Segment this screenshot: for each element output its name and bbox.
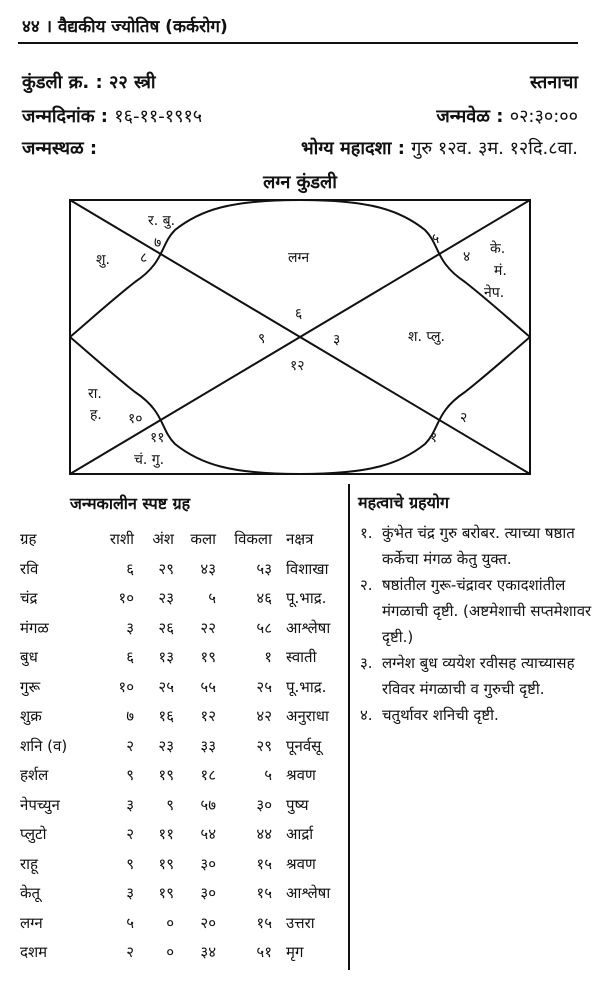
table-row: [16, 554, 366, 584]
table-row: [16, 643, 366, 673]
table-cell: २: [126, 736, 134, 755]
table-cell: ९: [166, 795, 174, 814]
table-cell: ६: [126, 559, 134, 578]
table-cell: १६: [158, 707, 174, 726]
birth-time-value: ०२:३०:००: [509, 106, 578, 127]
table-cell: पू.भाद्र.: [286, 677, 327, 696]
grahayog-number: ३.: [360, 654, 373, 672]
table-cell: पू.भाद्र.: [286, 589, 327, 608]
planet-shani-pluto: श. प्लु.: [408, 329, 445, 345]
planet-chandra-guru: चं. गु.: [134, 452, 165, 468]
table-cell: रवि: [20, 559, 39, 578]
grahayog-text: कुंभेत चंद्र गुरु बरोबर. त्याच्या षष्ठात कर्केचा मंगळ केतु युक्त.: [382, 524, 575, 568]
table-cell: २३: [158, 736, 174, 755]
table-cell: २९: [256, 736, 272, 755]
table-cell: गुरू: [20, 677, 41, 696]
table-cell: ३०: [256, 795, 272, 814]
table-cell: ३४: [200, 943, 216, 962]
birth-date-label: जन्मदिनांक :: [22, 106, 109, 127]
table-cell: ५३: [256, 559, 272, 578]
table-cell: ०: [166, 913, 174, 932]
table-cell: १०: [118, 677, 134, 696]
grahayog-title: महत्वाचे ग्रहयोग: [358, 493, 450, 512]
table-cell: श्रवण: [286, 854, 316, 873]
table-cell: पुष्य: [286, 795, 309, 814]
table-row: [16, 938, 366, 968]
planet-table: [16, 524, 366, 967]
table-cell: ३: [126, 884, 134, 903]
house-number: ८: [140, 250, 148, 266]
table-cell: ७: [126, 707, 134, 726]
mahadasha-label: भोग्य महादशा :: [300, 138, 405, 159]
grahayog-item: [360, 650, 596, 702]
table-cell: २: [126, 825, 134, 844]
col-header: कला: [190, 530, 216, 548]
house-number: १०: [128, 411, 143, 427]
grahayog-number: २.: [360, 576, 373, 594]
house-number: ९: [258, 331, 266, 347]
table-cell: आर्द्रा: [286, 825, 314, 844]
table-cell: ०: [166, 943, 174, 962]
table-cell: ९: [126, 854, 134, 873]
planet-mangal: मं.: [494, 263, 507, 279]
table-cell: दशम: [20, 943, 48, 962]
column-divider: [348, 484, 350, 970]
col-header: विकला: [234, 530, 272, 548]
planet-ravi-budh: र. बु.: [148, 213, 176, 229]
house-number: ५: [432, 231, 440, 247]
table-cell: ५: [264, 766, 272, 785]
table-cell: श्रवण: [286, 766, 316, 785]
table-cell: ५४: [200, 825, 216, 844]
table-cell: केतू: [20, 884, 41, 903]
table-cell: शुक्र: [20, 707, 42, 726]
table-cell: चंद्र: [20, 589, 38, 608]
table-cell: हर्शल: [20, 766, 49, 785]
table-cell: २९: [158, 559, 174, 578]
table-cell: ४६: [256, 589, 272, 608]
table-cell: ४३: [200, 559, 216, 578]
grahayog-number: १.: [360, 524, 373, 542]
disease-type: स्तनाचा: [529, 72, 578, 93]
table-row: [16, 584, 366, 614]
table-cell: राहू: [20, 854, 38, 873]
birth-time-label: जन्मवेळ :: [436, 106, 504, 127]
kundali-number-value: २२ स्त्री: [109, 72, 156, 93]
table-cell: ३: [126, 795, 134, 814]
planet-shukra: शु.: [96, 252, 110, 268]
table-cell: १९: [158, 884, 174, 903]
col-header: अंश: [152, 530, 174, 548]
table-cell: स्वाती: [286, 648, 317, 667]
planet-table-title: जन्मकालीन स्पष्ट ग्रह: [70, 494, 191, 513]
col-header: नक्षत्र: [286, 530, 314, 548]
table-cell: बुध: [20, 648, 38, 667]
table-row: [16, 849, 366, 879]
col-header: ग्रह: [20, 530, 37, 548]
table-row: [16, 613, 366, 643]
house-number: १: [430, 430, 438, 446]
table-cell: ३०: [200, 884, 216, 903]
table-cell: २५: [158, 677, 174, 696]
table-cell: मृग: [286, 943, 304, 962]
grahayog-item: [360, 572, 596, 650]
planet-rahu: रा.: [88, 386, 102, 402]
house-number: ७: [154, 235, 162, 251]
planet-neptune: नेप.: [484, 285, 505, 301]
table-cell: १५: [256, 884, 272, 903]
house-number: १२: [290, 358, 305, 374]
table-cell: १९: [158, 766, 174, 785]
table-cell: १८: [200, 766, 216, 785]
birth-date-value: १६-११-१९१५: [114, 106, 203, 127]
house-number: ४: [463, 249, 471, 265]
house-number: ३: [333, 332, 341, 348]
table-cell: २५: [256, 677, 272, 696]
table-row: [16, 702, 366, 732]
table-cell: २२: [200, 618, 216, 637]
table-cell: २३: [158, 589, 174, 608]
table-cell: ५१: [256, 943, 272, 962]
grahayog-text: षष्ठांतील गुरू-चंद्रावर एकादशांतील मंगळाची दृष्टी. (अष्टमेशाची सप्तमेशावर दृष्टी.): [382, 576, 592, 646]
grahayog-item: [360, 520, 596, 572]
table-cell: ४२: [256, 707, 272, 726]
table-cell: विशाखा: [286, 559, 329, 578]
birth-place-label: जन्मस्थळ :: [22, 138, 98, 159]
table-cell: ९: [126, 766, 134, 785]
table-cell: ४४: [256, 825, 272, 844]
grahayog-item: [360, 702, 596, 728]
planet-harshal: ह.: [90, 407, 102, 423]
table-cell: पूनर्वसू: [286, 736, 322, 755]
table-cell: ३: [126, 618, 134, 637]
table-cell: नेपच्युन: [20, 795, 60, 814]
table-cell: १५: [256, 913, 272, 932]
table-cell: ५७: [200, 795, 216, 814]
table-row: [16, 879, 366, 909]
table-cell: २६: [158, 618, 174, 637]
grahayog-list: [360, 520, 596, 728]
page-header: ४४ । वैद्यकीय ज्योतिष (कर्करोग): [22, 17, 228, 37]
table-row: [16, 731, 366, 761]
table-cell: ६: [126, 648, 134, 667]
table-row: [16, 908, 366, 938]
grahayog-number: ४.: [360, 706, 373, 724]
table-header-row: [16, 524, 366, 554]
planet-lagna: लग्न: [288, 250, 310, 266]
table-cell: ३०: [200, 854, 216, 873]
table-cell: १२: [200, 707, 216, 726]
table-cell: प्लुटो: [20, 825, 47, 844]
table-cell: १९: [200, 648, 216, 667]
kundali-title: लग्न कुंडली: [263, 172, 337, 193]
house-number: ६: [295, 306, 303, 322]
table-cell: ५५: [200, 677, 216, 696]
table-cell: २०: [200, 913, 216, 932]
table-cell: आश्लेषा: [286, 884, 331, 903]
table-row: [16, 790, 366, 820]
col-header: राशी: [109, 530, 134, 548]
kundali-number-label: कुंडली क्र. :: [22, 72, 103, 93]
table-cell: शनि (व): [20, 736, 68, 755]
table-cell: १३: [158, 648, 174, 667]
table-cell: १९: [158, 854, 174, 873]
mahadasha-value: गुरु १२व. ३म. १२दि.८वा.: [411, 138, 578, 159]
table-cell: ३३: [200, 736, 216, 755]
table-cell: ५: [126, 913, 134, 932]
grahayog-text: लग्नेश बुध व्ययेश रवीसह त्याच्यासह रविवर मंगळाची व गुरुची दृष्टी.: [382, 654, 575, 698]
planet-ketu: के.: [490, 241, 506, 257]
table-cell: आश्लेषा: [286, 618, 331, 637]
table-cell: १: [264, 648, 272, 667]
table-cell: ५: [208, 589, 216, 608]
house-number: ११: [150, 430, 165, 446]
table-row: [16, 672, 366, 702]
grahayog-text: चतुर्थावर शनिची दृष्टी.: [382, 706, 499, 724]
table-cell: मंगळ: [20, 618, 49, 637]
house-number: २: [460, 410, 468, 426]
table-cell: उत्तरा: [286, 913, 315, 932]
table-cell: १०: [118, 589, 134, 608]
table-cell: ११: [158, 825, 174, 844]
table-cell: ५८: [256, 618, 272, 637]
table-cell: २: [126, 943, 134, 962]
table-row: [16, 761, 366, 791]
table-cell: अनुराधा: [286, 707, 329, 726]
table-row: [16, 820, 366, 850]
table-cell: १५: [256, 854, 272, 873]
table-cell: लग्न: [20, 913, 43, 932]
